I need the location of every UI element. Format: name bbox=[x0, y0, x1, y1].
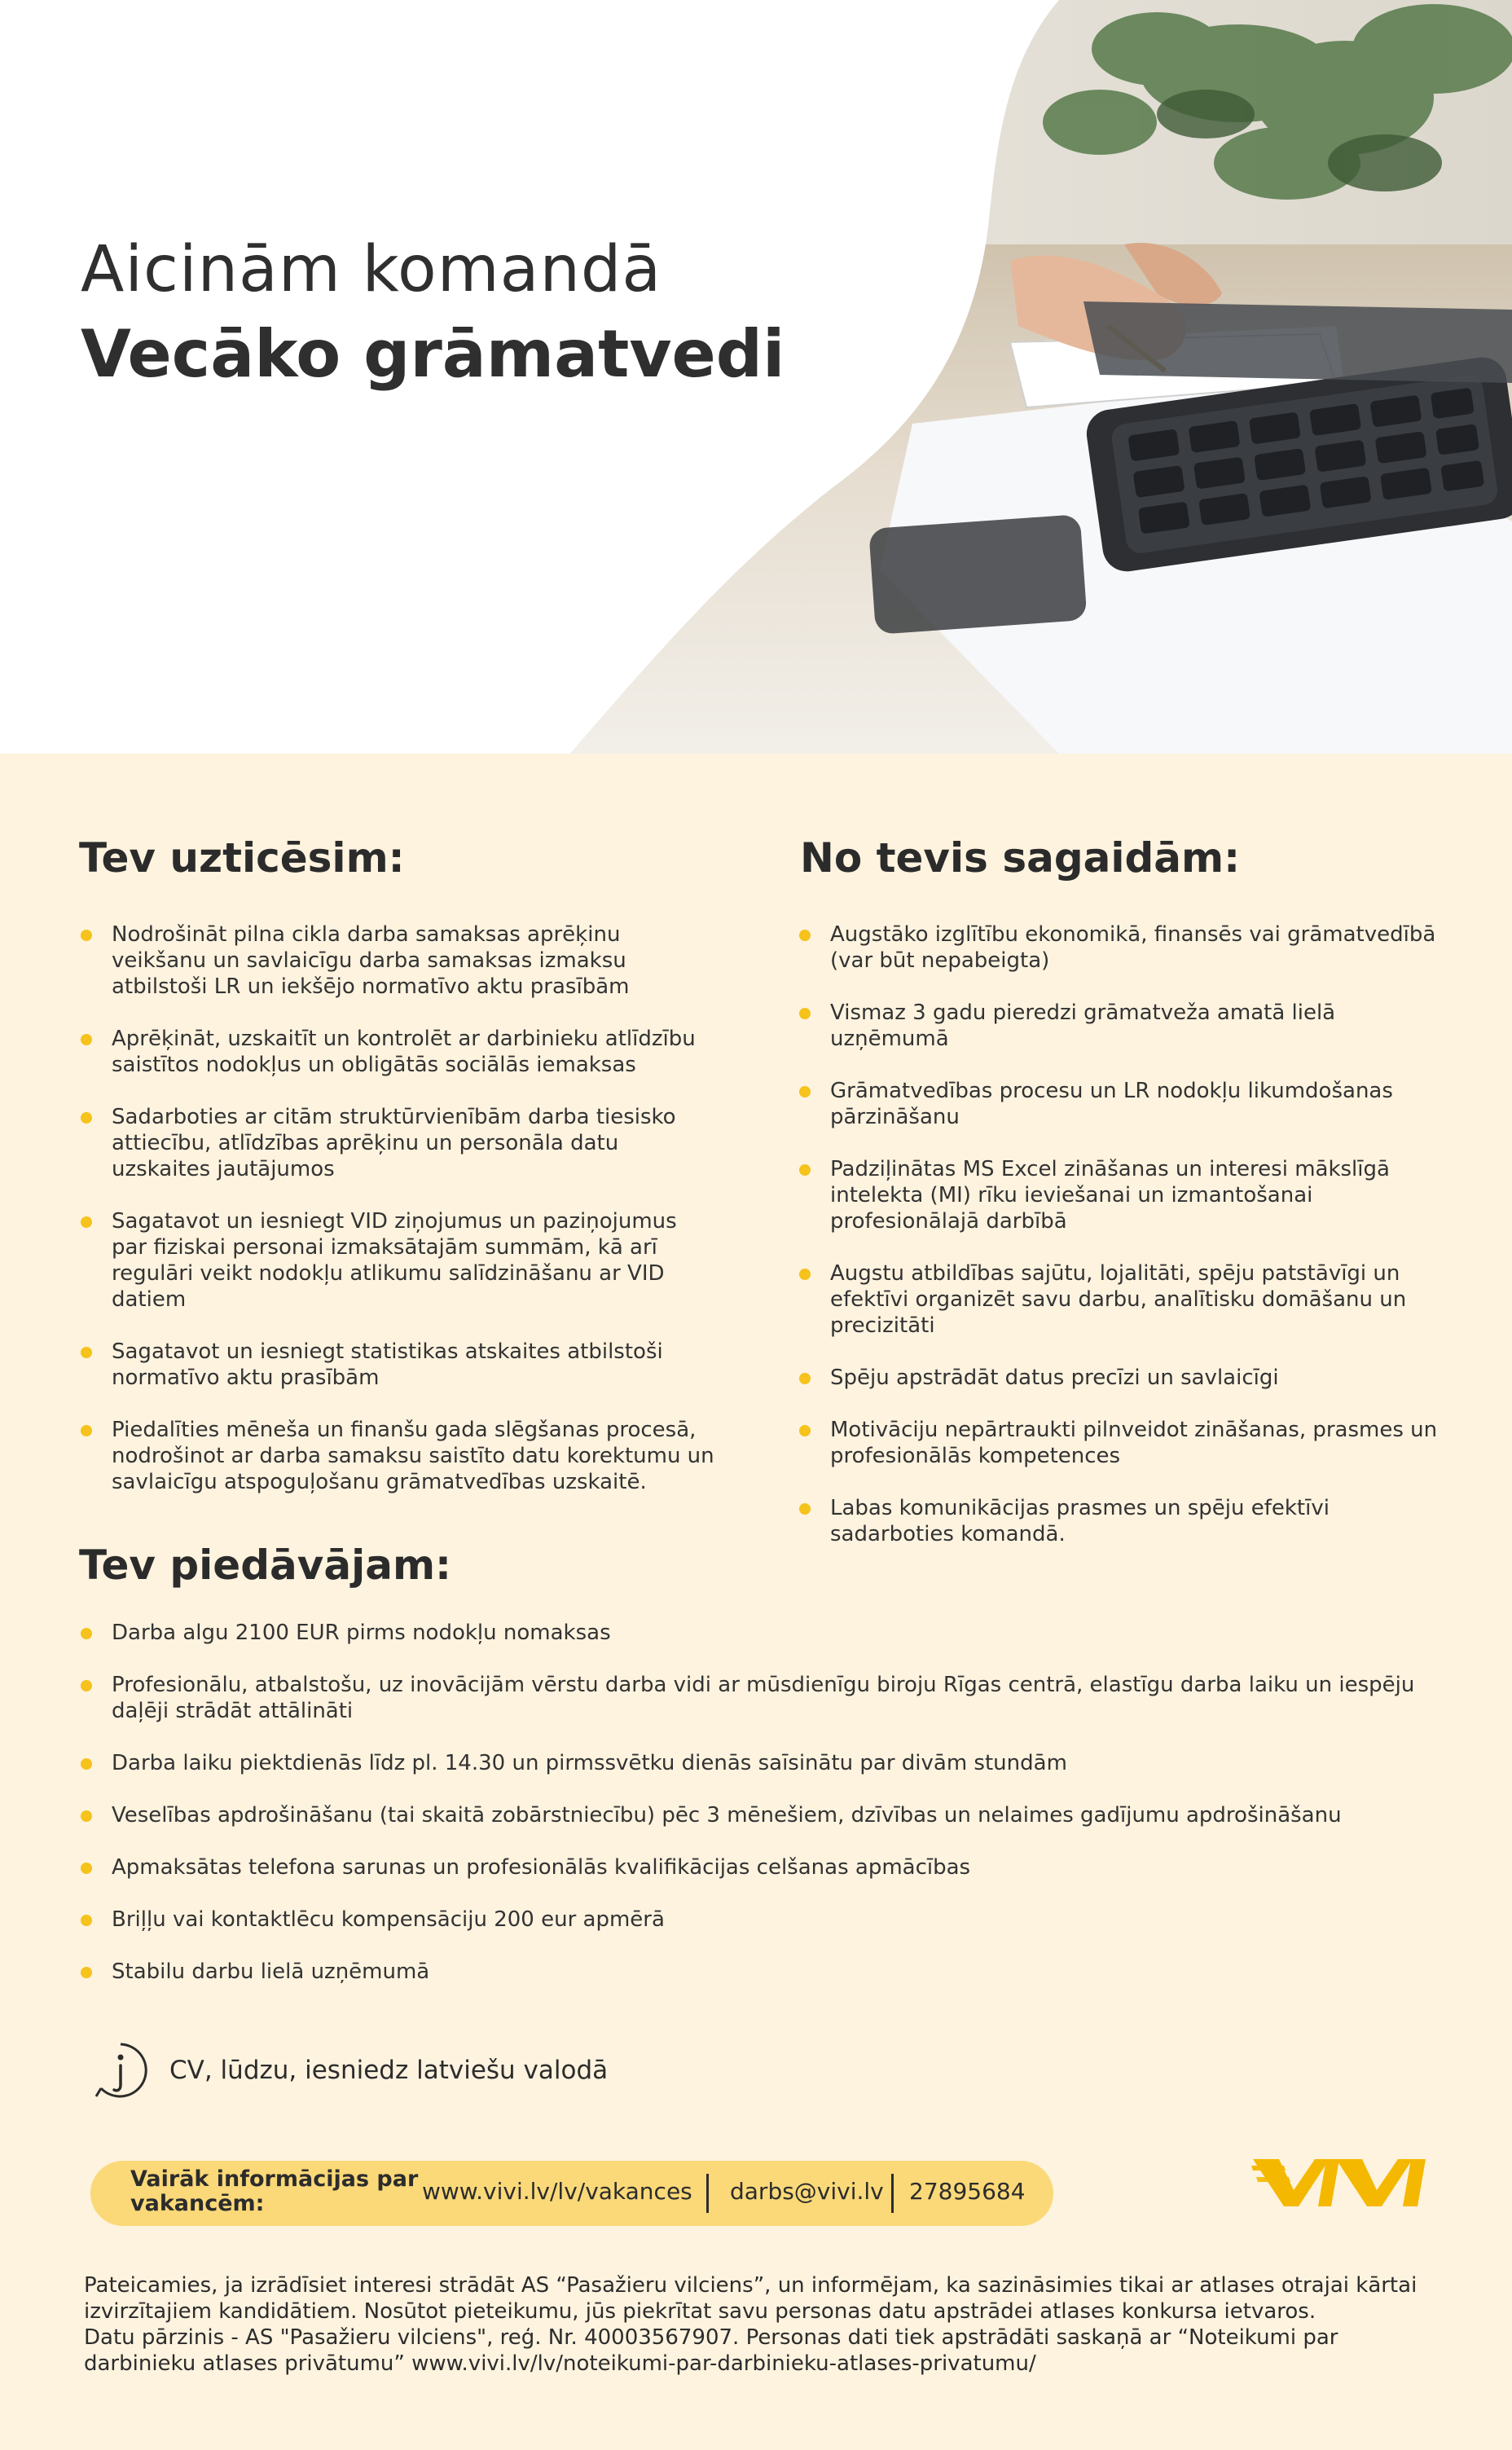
list-item: Augstāko izglītību ekonomikā, finansēs vai grāmatvedībā (var būt nepabeigta) bbox=[799, 921, 1451, 974]
list-item: Grāmatvedības procesu un LR nodokļu likumdošanas pārzināšanu bbox=[799, 1078, 1451, 1130]
info-text: CV, lūdzu, iesniedz latviešu valodā bbox=[169, 2056, 609, 2085]
list-item: Piedalīties mēneša un finanšu gada slēgšanas procesā, nodrošinot ar darba samaksu saistīto datu korektumu un savlaicīgu atspoguļošanu grāmatvedības uzskaitē. bbox=[81, 1417, 716, 1495]
bullet-dot bbox=[81, 1216, 92, 1228]
bullet-dot bbox=[81, 1112, 92, 1124]
requirements-list bbox=[799, 921, 1451, 1573]
hero-title-line2: Vecāko grāmatvedi bbox=[81, 316, 785, 392]
list-item: Vismaz 3 gadu pieredzi grāmatveža amatā lielā uzņēmumā bbox=[799, 1000, 1451, 1052]
bullet-dot bbox=[81, 1810, 92, 1822]
bullet-dot bbox=[799, 930, 811, 941]
requirements-title: No tevis sagaidām: bbox=[800, 834, 1241, 882]
list-item: Aprēķināt, uzskaitīt un kontrolēt ar darbinieku atlīdzību saistītos nodokļus un obligātās sociālās iemaksas bbox=[81, 1026, 716, 1078]
list-item: Motivāciju nepārtraukti pilnveidot zināšanas, prasmes un profesionālās kompetences bbox=[799, 1417, 1451, 1469]
bullet-dot bbox=[81, 1425, 92, 1436]
list-item: Stabilu darbu lielā uzņēmumā bbox=[81, 1959, 1466, 1985]
phone-number[interactable]: 27895684 bbox=[909, 2178, 1026, 2205]
bullet-dot bbox=[81, 1758, 92, 1770]
bullet-dot bbox=[799, 1164, 811, 1176]
bullet-dot bbox=[81, 1034, 92, 1045]
list-item: Padziļinātas MS Excel zināšanas un interesi mākslīgā intelekta (MI) rīku ieviešanai un izmantošanai profesionālajā darbībā bbox=[799, 1156, 1451, 1234]
list-item: Augstu atbildības sajūtu, lojalitāti, spēju patstāvīgi un efektīvi organizēt savu darbu, analītisku domāšanu un precizitāti bbox=[799, 1260, 1451, 1339]
responsibilities-title: Tev uzticēsim: bbox=[79, 834, 405, 882]
list-item: Sagatavot un iesniegt VID ziņojumus un paziņojumus par fiziskai personai izmaksātajām summām, kā arī regulāri veikt nodokļu atlikumu salīdzināšanu ar VID datiem bbox=[81, 1208, 716, 1313]
divider bbox=[891, 2174, 894, 2213]
privacy-footer bbox=[84, 2272, 1428, 2377]
list-item: Briļļu vai kontaktlēcu kompensāciju 200 eur apmērā bbox=[81, 1907, 1466, 1933]
info-note bbox=[91, 2041, 608, 2100]
vivi-logo bbox=[1251, 2148, 1431, 2211]
bullet-dot bbox=[799, 1086, 811, 1097]
list-item: Nodrošināt pilna cikla darba samaksas aprēķinu veikšanu un savlaicīgu darba samaksas izmaksu atbilstoši LR un iekšējo normatīvo aktu prasībām bbox=[81, 921, 716, 1000]
list-item: Veselības apdrošināšanu (tai skaitā zobārstniecību) pēc 3 mēnešiem, dzīvības un nelaimes gadījumu apdrošināšanu bbox=[81, 1802, 1466, 1828]
offer-list bbox=[81, 1620, 1466, 2011]
footer-paragraph: Pateicamies, ja izrādīsiet interesi strādāt AS “Pasažieru vilciens”, un informējam, ka sazināsimies tikai ar atlases otrajai kārtai izvirzītajiem kandidātiem. Nosūtot pieteikumu, jūs piekrītat savu personas datu apstrādei atlases konkursa ietvaros. bbox=[84, 2273, 1418, 2324]
bullet-dot bbox=[81, 1915, 92, 1926]
footer-paragraph: Datu pārzinis - AS "Pasažieru vilciens", reģ. Nr. 40003567907. Personas dati tiek apstrādāti saskaņā ar “Noteikumi par darbinieku atlases privātumu” www.vivi.lv/lv/noteikumi-par-darbinieku-atlases-privatumu/ bbox=[84, 2325, 1338, 2376]
bullet-dot bbox=[799, 1373, 811, 1384]
offer-title: Tev piedāvājam: bbox=[79, 1542, 452, 1589]
list-item: Sadarboties ar citām struktūrvienībām darba tiesisko attiecību, atlīdzības aprēķinu un personāla datu uzskaites jautājumos bbox=[81, 1104, 716, 1182]
bullet-dot bbox=[81, 930, 92, 941]
list-item: Sagatavot un iesniegt statistikas atskaites atbilstoši normatīvo aktu prasībām bbox=[81, 1339, 716, 1391]
bullet-dot bbox=[799, 1008, 811, 1019]
contact-label: Vairāk informācijas par vakancēm: bbox=[130, 2166, 419, 2216]
hero-title-line1: Aicinām komandā bbox=[81, 233, 662, 306]
list-item: Spēju apstrādāt datus precīzi un savlaicīgi bbox=[799, 1365, 1451, 1391]
list-item: Profesionālu, atbalstošu, uz inovācijām vērstu darba vidi ar mūsdienīgu biroju Rīgas centrā, elastīgu darba laiku un iespēju daļēji strādāt attālināti bbox=[81, 1672, 1466, 1724]
hero-section bbox=[0, 0, 1512, 754]
bullet-dot bbox=[81, 1680, 92, 1691]
bullet-dot bbox=[81, 1967, 92, 1978]
bullet-dot bbox=[799, 1269, 811, 1280]
website-link[interactable]: www.vivi.lv/lv/vakances bbox=[422, 2178, 692, 2205]
info-icon bbox=[91, 2041, 150, 2100]
bullet-dot bbox=[799, 1425, 811, 1436]
bullet-dot bbox=[81, 1863, 92, 1874]
contact-bar bbox=[90, 2161, 1053, 2226]
list-item: Darba algu 2100 EUR pirms nodokļu nomaksas bbox=[81, 1620, 1466, 1646]
bullet-dot bbox=[799, 1503, 811, 1515]
bullet-dot bbox=[81, 1347, 92, 1358]
email-link[interactable]: darbs@vivi.lv bbox=[730, 2178, 884, 2205]
list-item: Apmaksātas telefona sarunas un profesionālās kvalifikācijas celšanas apmācības bbox=[81, 1854, 1466, 1880]
responsibilities-list bbox=[81, 921, 716, 1521]
list-item: Darba laiku piektdienās līdz pl. 14.30 un pirmssvētku dienās saīsinātu par divām stundām bbox=[81, 1750, 1466, 1776]
divider bbox=[706, 2174, 709, 2213]
bullet-dot bbox=[81, 1628, 92, 1639]
list-item: Labas komunikācijas prasmes un spēju efektīvi sadarboties komandā. bbox=[799, 1495, 1451, 1547]
